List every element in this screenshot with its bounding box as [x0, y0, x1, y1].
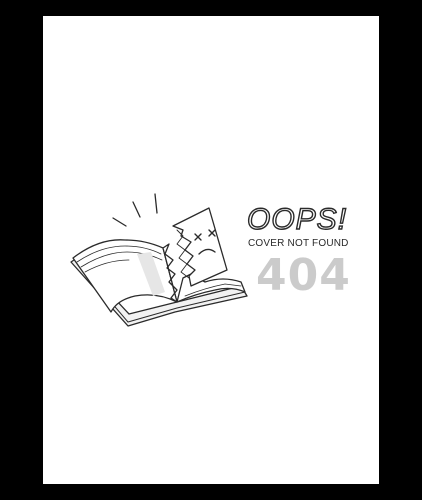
motion-lines	[113, 194, 157, 226]
torn-book-icon	[65, 174, 265, 344]
cover-not-found-card	[43, 16, 379, 484]
left-pages	[73, 240, 177, 312]
oops-heading: OOPS!	[247, 203, 348, 236]
cover-not-found-text: COVER NOT FOUND	[248, 238, 349, 249]
error-code: 404	[256, 250, 351, 301]
